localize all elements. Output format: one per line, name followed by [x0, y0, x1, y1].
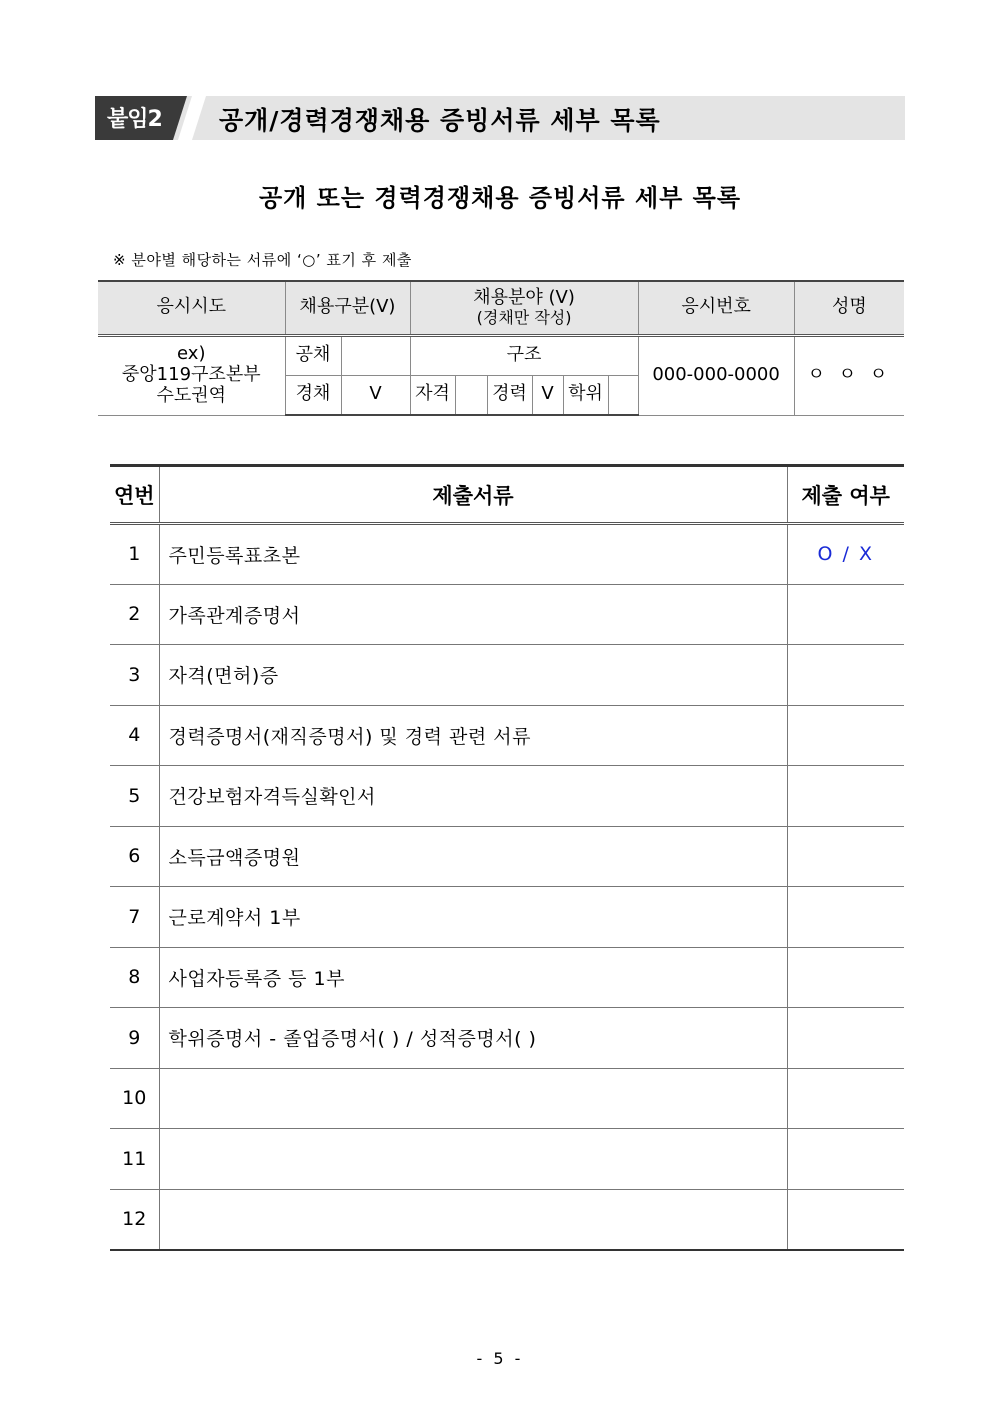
- row-number: 11: [110, 1129, 159, 1190]
- document-name: 주민등록표초본: [159, 524, 787, 585]
- document-name: 건강보험자격득실확인서: [159, 766, 787, 827]
- table-row: [110, 947, 904, 1008]
- career-hiring-mark[interactable]: V: [341, 375, 410, 415]
- table-row: [110, 1129, 904, 1190]
- attachment-tag-label: 붙임2: [107, 107, 162, 132]
- page-number: - 5 -: [476, 1349, 524, 1368]
- table-row: [110, 645, 904, 706]
- row-number: 7: [110, 887, 159, 948]
- table-row: [110, 826, 904, 887]
- row-number: 8: [110, 947, 159, 1008]
- header-serial-no: 연번: [110, 466, 159, 524]
- degree-mark[interactable]: [608, 375, 638, 415]
- table-row: [110, 1189, 904, 1250]
- header-hiring-field-line2: (경채만 작성): [476, 307, 572, 327]
- office-line3: 수도권역: [156, 384, 227, 406]
- attachment-tag: [95, 96, 207, 140]
- applicant-name: ㅇ ㅇ ㅇ: [794, 335, 904, 415]
- experience-mark[interactable]: V: [532, 375, 563, 415]
- document-name: [159, 1129, 787, 1190]
- submitted-mark[interactable]: [787, 1189, 904, 1250]
- experience-label: 경력: [487, 375, 532, 415]
- header-office: 응시시도: [98, 281, 285, 335]
- career-hiring-label: 경채: [285, 375, 341, 415]
- submitted-mark[interactable]: [787, 947, 904, 1008]
- row-number: 12: [110, 1189, 159, 1250]
- open-hiring-label: 공채: [285, 335, 341, 375]
- table-row: [110, 1068, 904, 1129]
- document-name: 가족관계증명서: [159, 584, 787, 645]
- table-row: [110, 766, 904, 827]
- office-line2: 중앙119구조본부: [121, 364, 261, 386]
- table-row: [110, 1008, 904, 1069]
- document-name: 사업자등록증 등 1부: [159, 947, 787, 1008]
- header-hiring-field-line1: 채용분야 (V): [473, 287, 575, 309]
- document-name: [159, 1189, 787, 1250]
- document-title: 공개 또는 경력경쟁채용 증빙서류 세부 목록: [258, 184, 742, 212]
- qualification-mark[interactable]: [455, 375, 487, 415]
- degree-label: 학위: [563, 375, 608, 415]
- document-list-table: [110, 464, 904, 1251]
- office-line1: ex): [177, 343, 206, 365]
- exam-number: 000-000-0000: [638, 335, 794, 415]
- document-name: 학위증명서 - 졸업증명서( ) / 성적증명서( ): [159, 1008, 787, 1069]
- submitted-mark[interactable]: [787, 826, 904, 887]
- submitted-mark[interactable]: [787, 1129, 904, 1190]
- document-name: [159, 1068, 787, 1129]
- row-number: 10: [110, 1068, 159, 1129]
- row-number: 1: [110, 524, 159, 585]
- table-row: [110, 887, 904, 948]
- header-document: 제출서류: [159, 466, 787, 524]
- row-number: 6: [110, 826, 159, 887]
- qualification-label: 자격: [410, 375, 455, 415]
- table-row: [110, 705, 904, 766]
- row-number: 4: [110, 705, 159, 766]
- document-name: 근로계약서 1부: [159, 887, 787, 948]
- submitted-mark[interactable]: [787, 887, 904, 948]
- submitted-mark[interactable]: [787, 705, 904, 766]
- table-row: [110, 584, 904, 645]
- office-cell: [98, 335, 285, 415]
- header-submitted: 제출 여부: [787, 466, 904, 524]
- submitted-mark[interactable]: [787, 766, 904, 827]
- banner-title: 공개/경력경쟁채용 증빙서류 세부 목록: [219, 106, 661, 135]
- row-number: 5: [110, 766, 159, 827]
- instruction-note: ※ 분야별 해당하는 서류에 ‘○’ 표기 후 제출: [113, 251, 412, 269]
- document-name: 경력증명서(재직증명서) 및 경력 관련 서류: [159, 705, 787, 766]
- submitted-mark[interactable]: [787, 1068, 904, 1129]
- row-number: 2: [110, 584, 159, 645]
- section-banner: [95, 96, 905, 140]
- header-exam-number: 응시번호: [638, 281, 794, 335]
- row-number: 9: [110, 1008, 159, 1069]
- submitted-mark[interactable]: O / X: [787, 524, 904, 585]
- submitted-mark[interactable]: [787, 645, 904, 706]
- document-name: 소득금액증명원: [159, 826, 787, 887]
- header-hiring-type: 채용구분(V): [285, 281, 410, 335]
- header-name: 성명: [794, 281, 904, 335]
- document-name: 자격(면허)증: [159, 645, 787, 706]
- table-row: [110, 524, 904, 585]
- open-hiring-mark[interactable]: [341, 335, 410, 375]
- header-hiring-field: [410, 281, 638, 335]
- field-area: 구조: [410, 335, 638, 375]
- submitted-mark[interactable]: [787, 1008, 904, 1069]
- submitted-mark[interactable]: [787, 584, 904, 645]
- row-number: 3: [110, 645, 159, 706]
- applicant-info-table: [98, 280, 904, 416]
